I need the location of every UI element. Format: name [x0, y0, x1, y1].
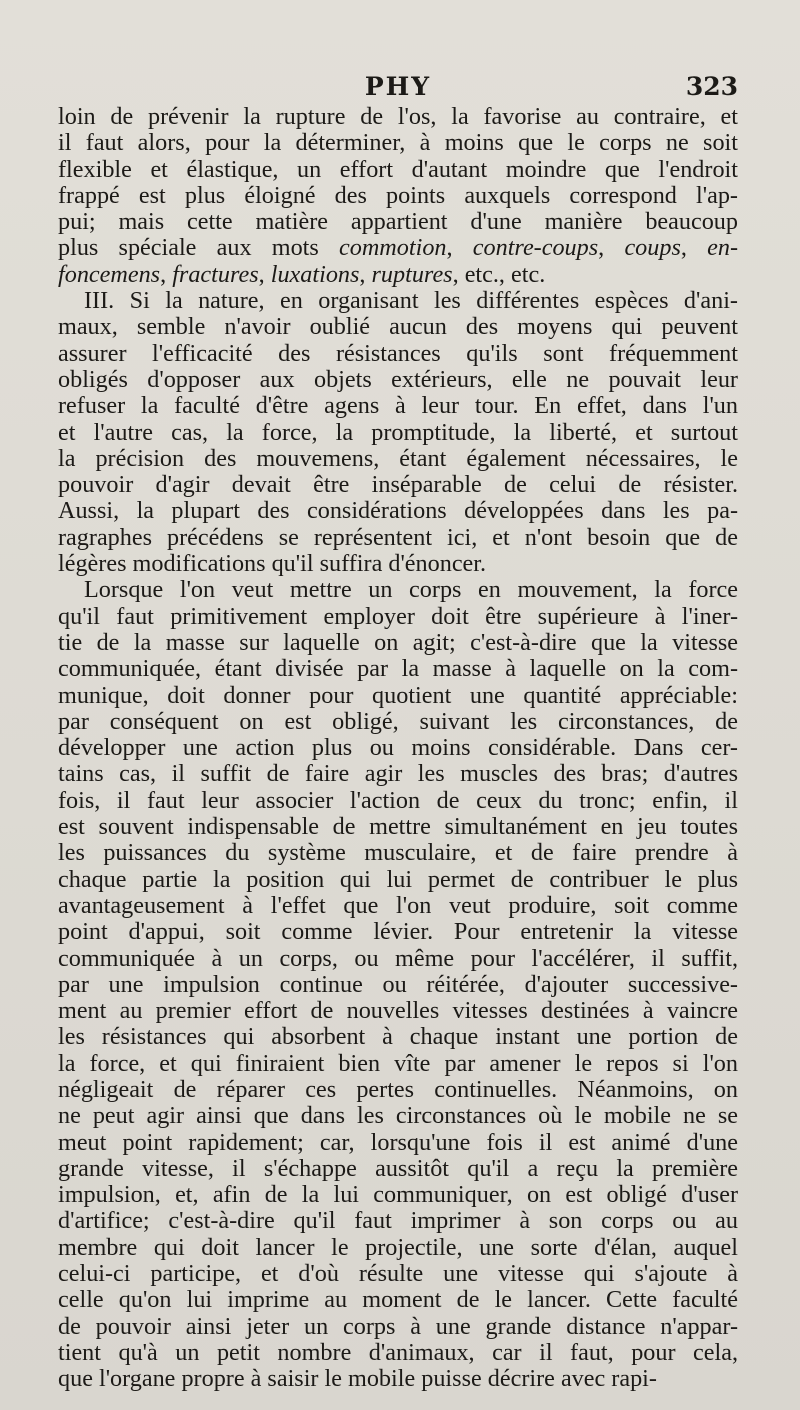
text-run: ,	[446, 234, 473, 262]
text-line: les puissances du système musculaire, et de faire prendre à	[58, 839, 738, 867]
text-run: ,	[680, 234, 708, 262]
text-line: communiquée à un corps, ou même pour l'accélérer, il suffit,	[58, 944, 738, 972]
text-line: de pouvoir ainsi jeter un corps à une grande distance n'appar-	[58, 1312, 738, 1340]
text-line: loin de prévenir la rupture de l'os, la favorise au contraire, et	[58, 103, 738, 130]
page-header	[58, 72, 738, 106]
text-line: celle qu'on lui imprime au moment de le lancer. Cette faculté	[58, 1286, 738, 1314]
text-line: III. Si la nature, en organisant les différentes espèces d'ani-	[84, 287, 738, 315]
text-run: , etc., etc.	[452, 260, 546, 288]
text-line: grande vitesse, il s'échappe aussitôt qu'il a reçu la première	[58, 1154, 738, 1182]
text-line: chaque partie la position qui lui permet de contribuer le plus	[58, 865, 738, 893]
italic-term: ruptures	[371, 260, 453, 288]
text-line: maux, semble n'avoir oublié aucun des moyens qui peuvent	[58, 313, 738, 341]
text-line: membre qui doit lancer le projectile, une sorte d'élan, auquel	[58, 1233, 738, 1261]
text-line-mixed	[58, 262, 738, 288]
text-line: frappé est plus éloigné des points auxquels correspond l'ap-	[58, 181, 738, 209]
text-line: ragraphes précédens se représentent ici, et n'ont besoin que de	[58, 523, 738, 551]
text-line: tains cas, il suffit de faire agir les muscles des bras; d'autres	[58, 760, 738, 788]
text-line: et l'autre cas, la force, la promptitude, la liberté, et surtout	[58, 418, 738, 446]
text-line: que l'organe propre à saisir le mobile puisse décrire avec rapi-	[58, 1365, 657, 1393]
italic-term: contre-coups	[472, 234, 599, 262]
italic-term: coups	[624, 234, 681, 262]
text-line: Aussi, la plupart des considérations développées dans les pa-	[58, 497, 738, 525]
italic-term: fractures	[172, 260, 259, 288]
text-line: flexible et élastique, un effort d'autant moindre que l'endroit	[58, 155, 738, 183]
running-head: PHY	[364, 72, 432, 101]
text-line: obligés d'opposer aux objets extérieurs, elle ne pouvait leur	[58, 365, 738, 393]
text-line: négligeait de réparer ces pertes continuelles. Néanmoins, on	[58, 1075, 738, 1103]
paragraph-2	[58, 288, 738, 577]
text-line: fois, il faut leur associer l'action de ceux du tronc; enfin, il	[58, 786, 738, 814]
text-line: par une impulsion continue ou réitérée, d'ajouter successive-	[58, 970, 738, 998]
text-line: développer une action plus ou moins considérable. Dans cer-	[58, 734, 738, 762]
text-run: plus spéciale aux mots	[58, 234, 319, 262]
text-line: munique, doit donner pour quotient une quantité appréciable:	[58, 681, 738, 709]
paragraph-3	[58, 577, 738, 1392]
italic-term: commotion	[339, 234, 447, 262]
text-line: les résistances qui absorbent à chaque instant une portion de	[58, 1023, 738, 1051]
text-line: qu'il faut primitivement employer doit être supérieure à l'iner-	[58, 602, 738, 630]
text-line: d'artifice; c'est-à-dire qu'il faut imprimer à son corps ou au	[58, 1207, 738, 1235]
text-line: par conséquent on est obligé, suivant les circonstances, de	[58, 707, 738, 735]
text-line: impulsion, et, afin de la lui communiquer, on est obligé d'user	[58, 1181, 738, 1209]
text-line: Lorsque l'on veut mettre un corps en mouvement, la force	[84, 576, 738, 604]
text-line: assurer l'efficacité des résistances qu'ils sont fréquemment	[58, 339, 738, 367]
text-line: point d'appui, soit comme lévier. Pour entretenir la vitesse	[58, 918, 738, 946]
page-number: 323	[685, 72, 738, 101]
text-run: ,	[359, 260, 372, 288]
text-line: avantageusement à l'effet que l'on veut produire, soit comme	[58, 891, 738, 919]
text-line: ne peut agir ainsi que dans les circonstances où le mobile ne se	[58, 1102, 738, 1130]
text-line: tie de la masse sur laquelle on agit; c'est-à-dire que la vitesse	[58, 628, 738, 656]
text-line: la précision des mouvemens, étant également nécessaires, le	[58, 444, 738, 472]
text-line: pouvoir d'agir devait être inséparable de celui de résister.	[58, 471, 738, 499]
text-line: communiquée, étant divisée par la masse à laquelle on la com-	[58, 655, 738, 683]
text-line: légères modifications qu'il suffira d'énoncer.	[58, 550, 487, 578]
text-run: ,	[598, 234, 625, 262]
text-line: est souvent indispensable de mettre simultanément en jeu toutes	[58, 813, 738, 841]
text-line: meut point rapidement; car, lorsqu'une fois il est animé d'une	[58, 1128, 738, 1156]
text-line: il faut alors, pour la déterminer, à moins que le corps ne soit	[58, 129, 738, 157]
paragraph-1	[58, 104, 738, 288]
italic-term: foncemens	[58, 260, 161, 288]
text-run: ,	[160, 260, 173, 288]
text-line: ment au premier effort de nouvelles vitesses destinées à vaincre	[58, 997, 738, 1025]
text-line: refuser la faculté d'être agens à leur tour. En effet, dans l'un	[58, 392, 738, 420]
text-line-mixed	[58, 235, 738, 261]
italic-term: luxations	[270, 260, 360, 288]
text-line: pui; mais cette matière appartient d'une manière beaucoup	[58, 208, 738, 236]
text-run: ,	[258, 260, 271, 288]
text-line: celui-ci participe, et d'où résulte une vitesse qui s'ajoute à	[58, 1260, 738, 1288]
body-text	[58, 104, 738, 1393]
text-line: tient qu'à un petit nombre d'animaux, car il faut, pour cela,	[58, 1338, 738, 1366]
italic-term: en-	[707, 234, 739, 262]
text-line: la force, et qui finiraient bien vîte par amener le repos si l'on	[58, 1049, 738, 1077]
